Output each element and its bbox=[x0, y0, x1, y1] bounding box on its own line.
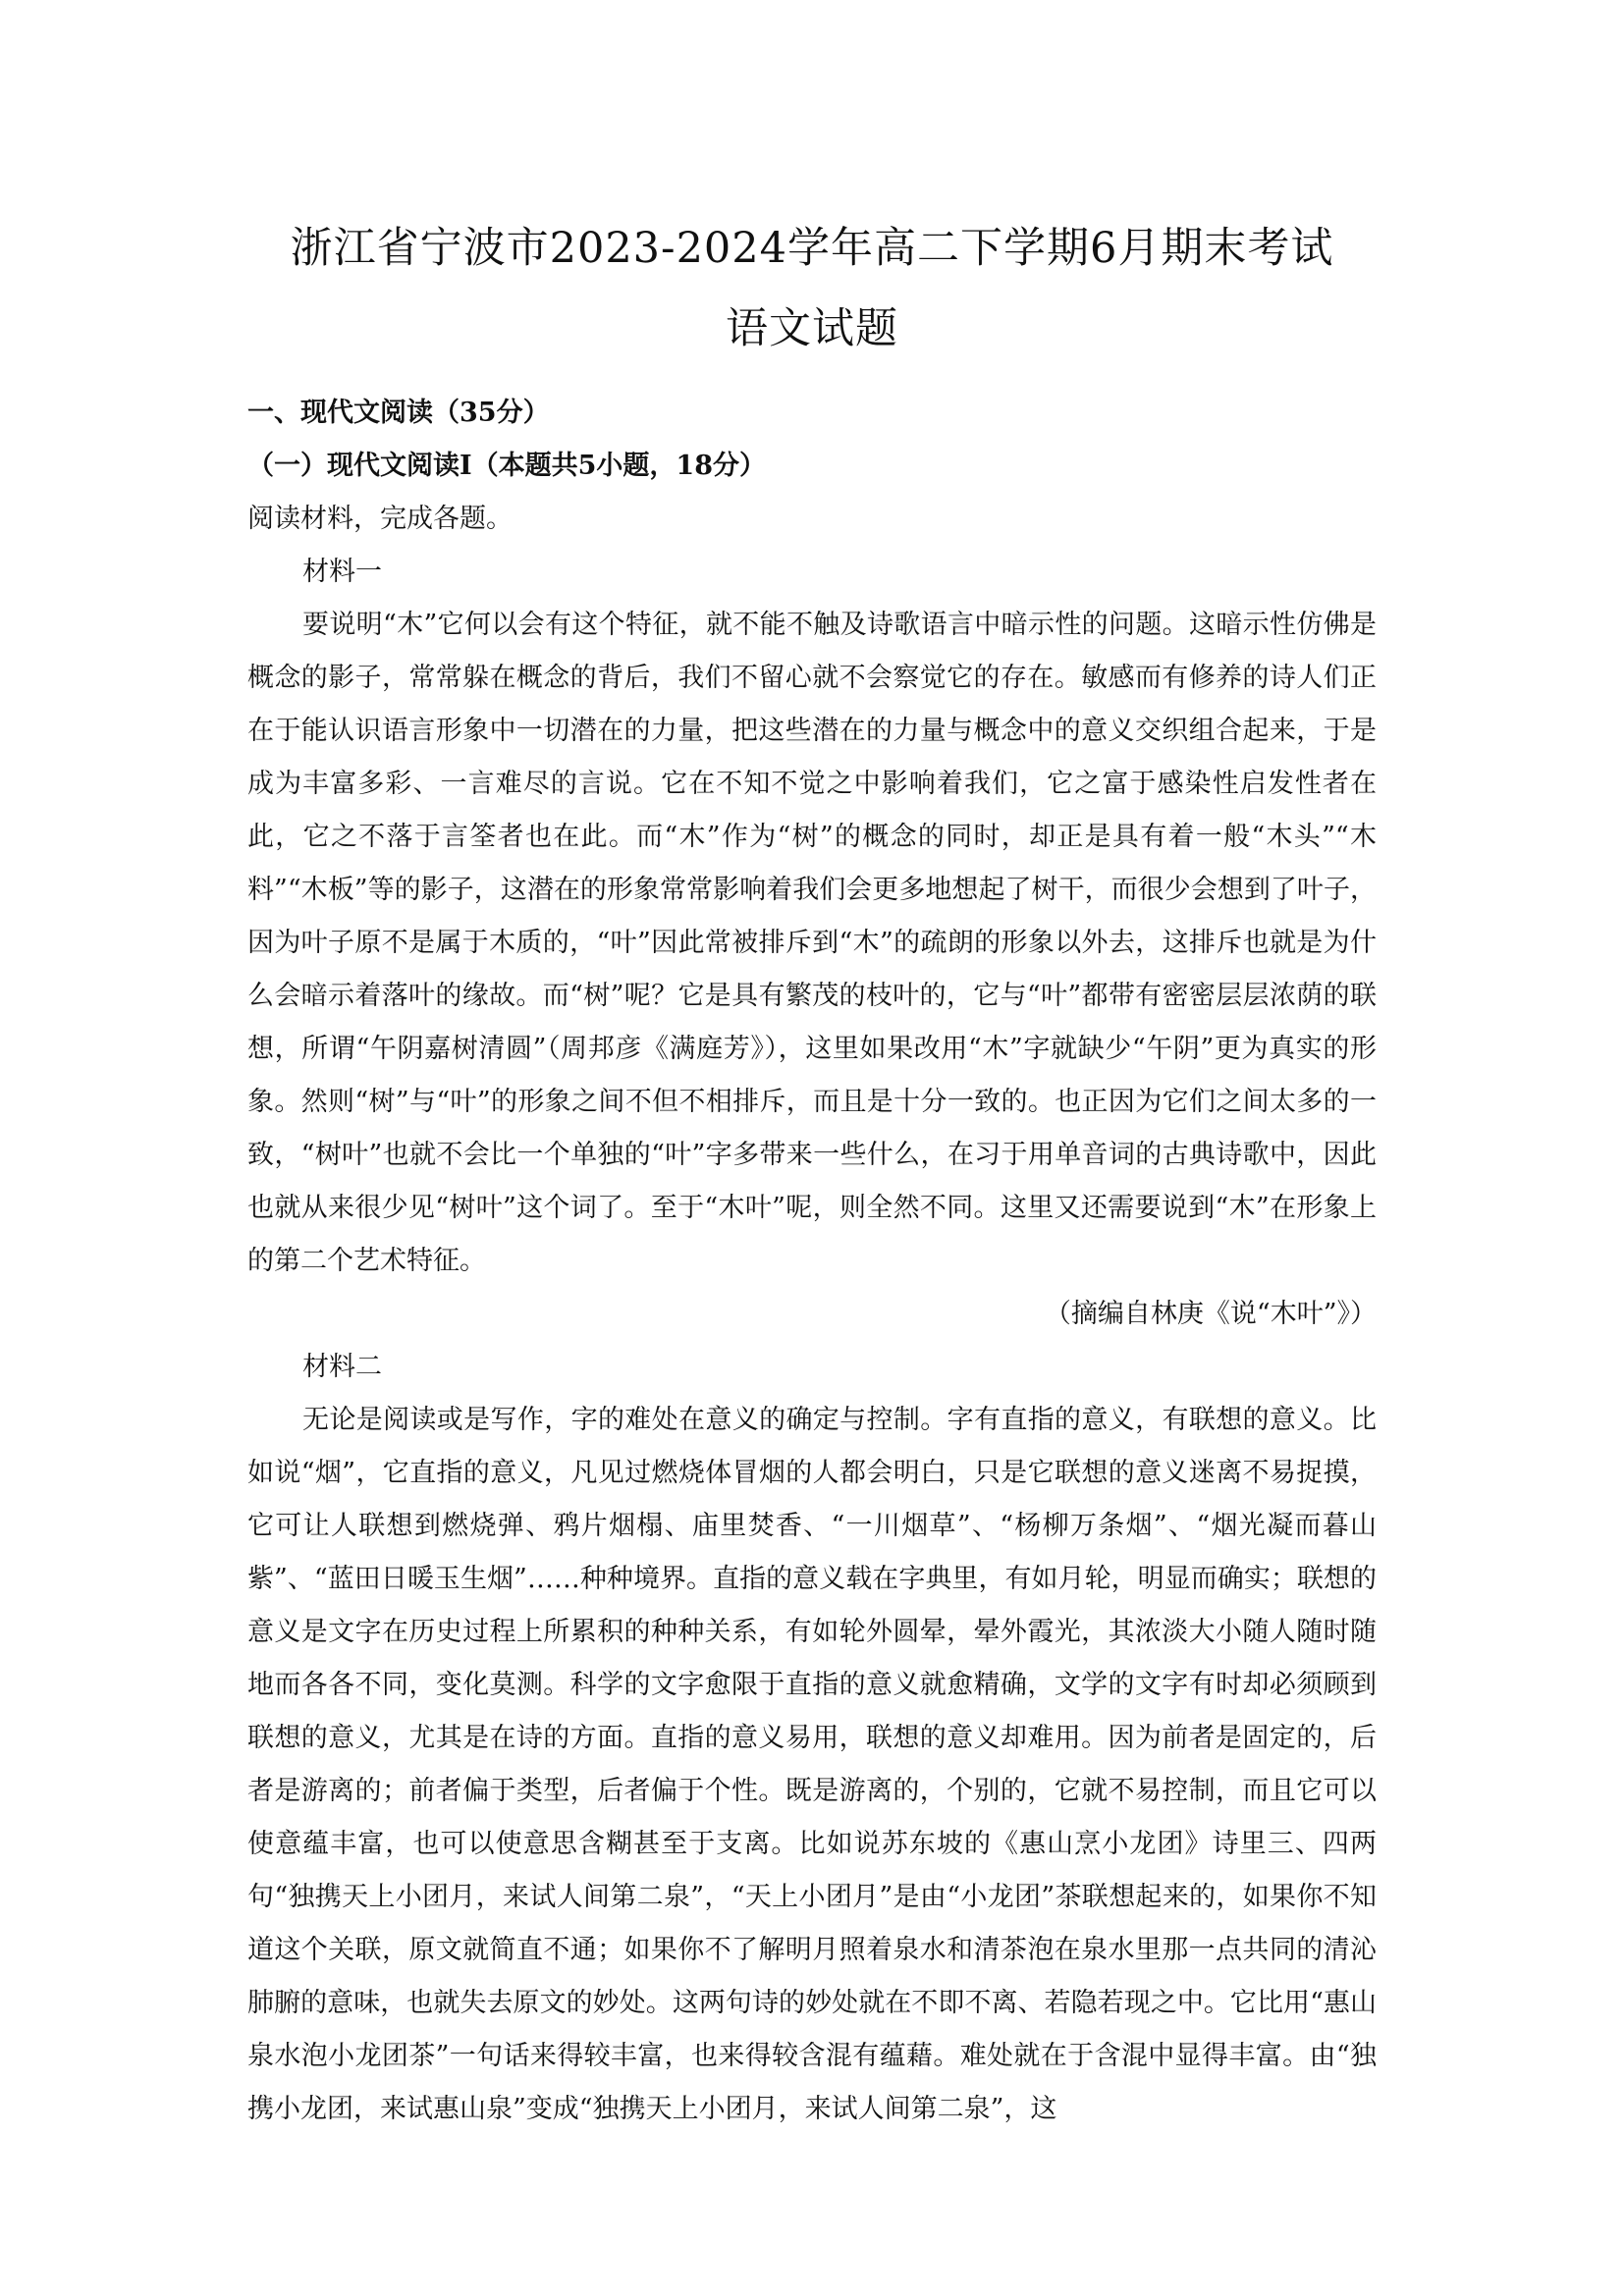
material2-paragraph: 无论是阅读或是写作，字的难处在意义的确定与控制。字有直指的意义，有联想的意义。比如说“烟”，它直指的意义，凡见过燃烧体冒烟的人都会明白，只是它联想的意义迷离不易捉摸，它可让人联想到燃烧弹、鸦片烟榻、庙里焚香、“一川烟草”、“杨柳万条烟”、“烟光凝而暮山紫”、“蓝田日暖玉生烟”……种种境界。直指的意义载在字典里，有如月轮，明显而确实；联想的意义是文字在历史过程上所累积的种种关系，有如轮外圆晕，晕外霞光，其浓淡大小随人随时随地而各各不同，变化莫测。科学的文字愈限于直指的意义就愈精确，文学的文字有时却必须顾到联想的意义，尤其是在诗的方面。直指的意义易用，联想的意义却难用。因为前者是固定的，后者是游离的；前者偏于类型，后者偏于个性。既是游离的，个别的，它就不易控制，而且它可以使意蕴丰富，也可以使意思含糊甚至于支离。比如说苏东坡的《惠山烹小龙团》诗里三、四两句“独携天上小团月，来试人间第二泉”，“天上小团月”是由“小龙团”茶联想起来的，如果你不知道这个关联，原文就简直不通；如果你不了解明月照着泉水和清茶泡在泉水里那一点共同的清沁肺腑的意味，也就失去原文的妙处。这两句诗的妙处就在不即不离、若隐若现之中。它比用“惠山泉水泡小龙团茶”一句话来得较丰富，也来得较含混有蕴藉。难处就在于含混中显得丰富。由“独携小龙团，来试惠山泉”变成“独携天上小团月，来试人间第二泉”，这 bbox=[247, 1405, 1377, 2124]
instruction-text: 阅读材料，完成各题。 bbox=[247, 504, 513, 534]
document-page bbox=[247, 208, 1377, 2136]
material1-label: 材料一 bbox=[302, 557, 382, 587]
document-title-line1: 浙江省宁波市2023-2024学年高二下学期6月期末考试 bbox=[290, 224, 1334, 273]
subsection-heading: （一）现代文阅读I（本题共5小题，18分） bbox=[247, 451, 766, 481]
material1-paragraph: 要说明“木”它何以会有这个特征，就不能不触及诗歌语言中暗示性的问题。这暗示性仿佛是概念的影子，常常躲在概念的背后，我们不留心就不会察觉它的存在。敏感而有修养的诗人们正在于能认识语言形象中一切潜在的力量，把这些潜在的力量与概念中的意义交织组合起来，于是成为丰富多彩、一言难尽的言说。它在不知不觉之中影响着我们，它之富于感染性启发性者在此，它之不落于言筌者也在此。而“木”作为“树”的概念的同时，却正是具有着一般“木头”“木料”“木板”等的影子，这潜在的形象常常影响着我们会更多地想起了树干，而很少会想到了叶子，因为叶子原不是属于木质的，“叶”因此常被排斥到“木”的疏朗的形象以外去，这排斥也就是为什么会暗示着落叶的缘故。而“树”呢？它是具有繁茂的枝叶的，它与“叶”都带有密密层层浓荫的联想，所谓“午阴嘉树清圆”（周邦彦《满庭芳》），这里如果改用“木”字就缺少“午阴”更为真实的形象。然则“树”与“叶”的形象之间不但不相排斥，而且是十分一致的。也正因为它们之间太多的一致，“树叶”也就不会比一个单独的“叶”字多带来一些什么，在习于用单音词的古典诗歌中，因此也就从来很少见“树叶”这个词了。至于“木叶”呢，则全然不同。这里又还需要说到“木”在形象上的第二个艺术特征。 bbox=[247, 610, 1377, 1276]
section-heading: 一、现代文阅读（35分） bbox=[247, 398, 550, 428]
material2-label: 材料二 bbox=[302, 1352, 382, 1382]
document-title-line2: 语文试题 bbox=[726, 304, 898, 353]
material1-source: （摘编自林庚《说“木叶”》） bbox=[1044, 1299, 1377, 1329]
